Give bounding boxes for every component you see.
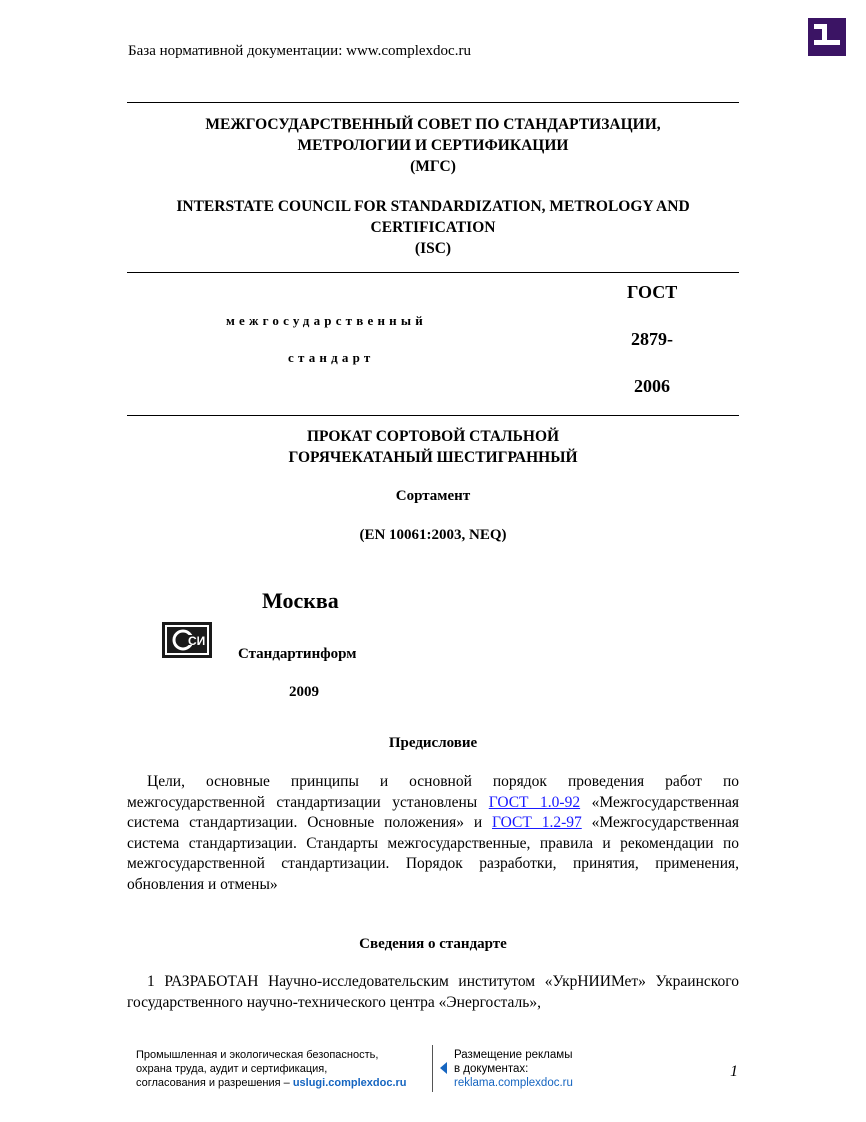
title-line2: ГОРЯЧЕКАТАНЫЙ ШЕСТИГРАННЫЙ: [288, 449, 578, 466]
foreword-text-1: Цели, основные принципы и основной порядок проведения работ по межгосударственной стандартизации установлены: [127, 773, 739, 811]
title-line1: ПРОКАТ СОРТОВОЙ СТАЛЬНОЙ: [306, 428, 560, 445]
gost-label: ГОСТ: [627, 282, 678, 302]
standard-rule: [127, 415, 739, 416]
arrow-left-icon: [440, 1062, 447, 1074]
foreword-text-3: «Межгосударственная система стандартизации. Стандарты межгосударственные, правила и рекомендации по межгосударственной стандартизации. Порядок разработки, принятия, применения, обновления и отмены»: [127, 814, 739, 893]
document-title: [127, 426, 739, 468]
council-ru-line1: МЕЖГОСУДАРСТВЕННЫЙ СОВЕТ ПО СТАНДАРТИЗАЦИИ,: [205, 116, 661, 133]
complexdoc-logo-icon[interactable]: [808, 18, 846, 56]
site-header-text: База нормативной документации: www.complexdoc.ru: [128, 43, 471, 59]
publisher-city: Москва: [262, 588, 339, 613]
gost-number: 2879-: [631, 329, 673, 349]
publisher-name: Стандартинформ: [238, 646, 357, 662]
council-en-abbr: (ISC): [414, 240, 452, 257]
footer-divider: [432, 1045, 433, 1092]
top-rule: [127, 102, 739, 103]
council-block: [127, 114, 739, 259]
reklama-link[interactable]: reklama.complexdoc.ru: [454, 1077, 573, 1089]
footer-right-line1: Размещение рекламы: [454, 1049, 573, 1061]
footer-right-line2: в документах:: [454, 1063, 529, 1075]
council-en-line1: INTERSTATE COUNCIL FOR STANDARDIZATION, METROLOGY AND: [176, 198, 690, 215]
footer-left-line3-text: согласования и разрешения –: [136, 1077, 293, 1089]
foreword-paragraph: [127, 772, 739, 895]
standard-type-line2: стандарт: [288, 350, 375, 365]
foreword-text-2: «Межгосударственная система стандартизации. Основные положения» и: [127, 793, 740, 831]
footer-left-line3: [136, 1076, 407, 1090]
publisher-year: 2009: [289, 684, 319, 700]
footer-left-line1: Промышленная и экологическая безопасность,: [136, 1049, 379, 1061]
council-ru-abbr: (МГС): [410, 158, 456, 175]
standartinform-logo-icon: [162, 622, 212, 658]
gost-year: 2006: [634, 376, 670, 396]
gost-1-0-92-link[interactable]: ГОСТ 1.0-92: [488, 793, 581, 811]
foreword-heading: Предисловие: [388, 735, 478, 751]
footer-services-block: [136, 1048, 407, 1090]
standard-type-line1: межгосударственный: [226, 313, 427, 328]
title-equivalent: (EN 10061:2003, NEQ): [359, 527, 507, 543]
page-number: 1: [730, 1063, 738, 1080]
uslugi-link[interactable]: uslugi.complexdoc.ru: [292, 1077, 407, 1089]
title-subtitle: Сортамент: [395, 488, 471, 504]
info-heading: Сведения о стандарте: [359, 936, 507, 952]
info-item-1: 1 РАЗРАБОТАН Научно-исследовательским институтом «УкрНИИМет» Украинского государственного научно-технического центра «Энергосталь»,: [127, 973, 739, 1011]
council-en-line2: CERTIFICATION: [370, 219, 496, 236]
footer-ads-block: [454, 1048, 573, 1090]
svg-text:СИ: СИ: [188, 634, 206, 648]
footer-left-line2: охрана труда, аудит и сертификация,: [136, 1063, 328, 1075]
council-ru-line2: МЕТРОЛОГИИ И СЕРТИФИКАЦИИ: [297, 137, 569, 154]
gost-1-2-97-link[interactable]: ГОСТ 1.2-97: [492, 814, 582, 831]
council-rule: [127, 272, 739, 273]
